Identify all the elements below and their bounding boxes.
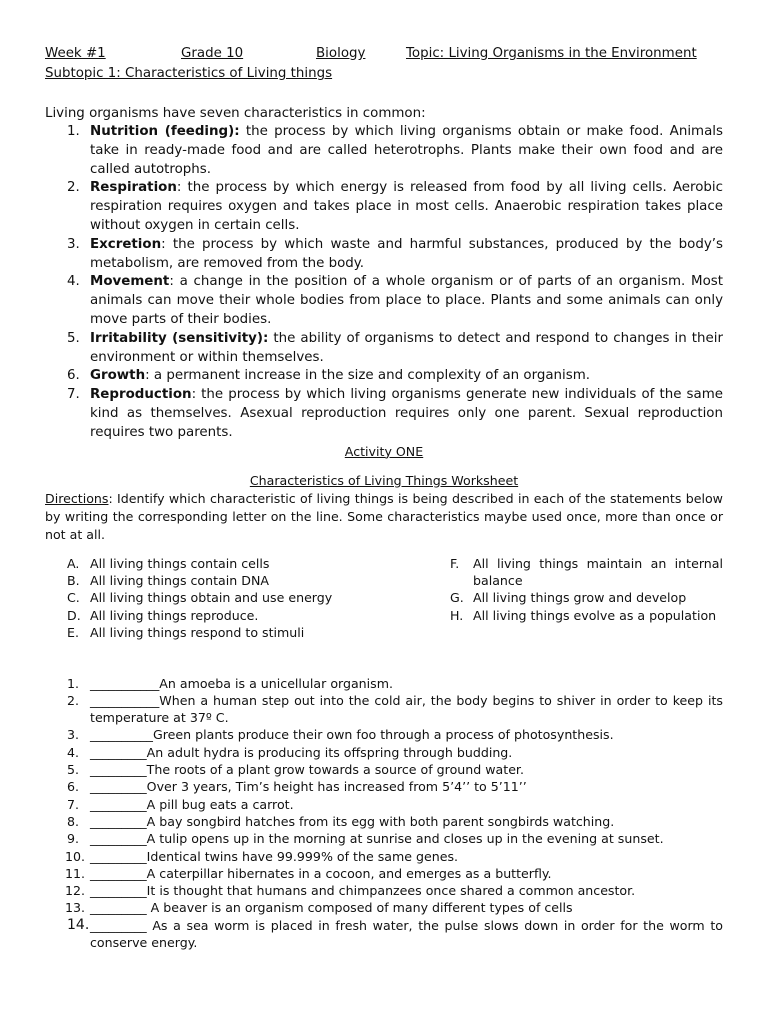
item-number: 2. <box>67 180 80 196</box>
answer-blank[interactable]: _________ <box>90 865 147 881</box>
list-item <box>45 386 723 442</box>
list-item <box>45 330 723 368</box>
answer-blank[interactable]: _________ <box>90 917 147 933</box>
question-item <box>45 882 723 899</box>
question-text: A pill bug eats a carrot. <box>146 796 294 812</box>
question-text: It is thought that humans and chimpanzees once shared a common ancestor. <box>146 883 636 899</box>
term: Irritability (sensitivity): <box>90 330 269 346</box>
term: Growth <box>90 368 146 384</box>
question-text: An adult hydra is producing its offspring through budding. <box>146 744 513 760</box>
week-label: Week #1 <box>45 46 106 61</box>
definition: : a change in the position of a whole organism or of parts of an organism. Most animals can move their whole bodies from place to place. Plants and some animals can only move parts of their bodies. <box>90 274 723 327</box>
question-number: 5. <box>67 762 80 778</box>
item-number: 6. <box>67 368 80 384</box>
option-item <box>428 607 723 624</box>
list-item <box>45 367 723 386</box>
question-text: The roots of a plant grow towards a source of ground water. <box>146 762 524 778</box>
question-text: When a human step out into the cold air, the body begins to shiver in order to keep its temperature at 37º C. <box>90 692 723 726</box>
question-number: 3. <box>67 727 80 743</box>
answer-blank[interactable]: ___________ <box>90 675 160 691</box>
option-letter: H. <box>450 607 464 623</box>
option-letter: E. <box>67 625 79 641</box>
option-text: All living things respond to stimuli <box>90 625 305 641</box>
question-number: 2. <box>67 692 80 708</box>
answer-blank[interactable]: _________ <box>90 831 147 847</box>
question-item <box>45 899 723 916</box>
option-text: All living things reproduce. <box>90 607 259 623</box>
question-item <box>45 796 723 813</box>
answer-blank[interactable]: ___________ <box>90 692 160 708</box>
question-number: 13. <box>65 900 86 916</box>
characteristics-list <box>45 123 723 443</box>
answer-blank[interactable]: _________ <box>90 883 147 899</box>
question-item <box>45 917 723 952</box>
activity-heading: Activity ONE <box>344 443 424 459</box>
option-item <box>428 589 723 606</box>
option-letter: A. <box>67 555 80 571</box>
question-text: A bay songbird hatches from its egg with both parent songbirds watching. <box>146 813 615 829</box>
term: Respiration <box>90 180 177 196</box>
answer-blank[interactable]: _________ <box>90 762 147 778</box>
directions-label: Directions <box>45 490 109 506</box>
question-text: A caterpillar hibernates in a cocoon, and emerges as a butterfly. <box>146 865 552 881</box>
question-number: 11. <box>65 865 86 881</box>
option-item <box>45 572 375 589</box>
list-item <box>45 179 723 235</box>
question-number: 1. <box>67 675 80 691</box>
question-number: 6. <box>67 779 80 795</box>
question-list <box>45 675 723 952</box>
question-item <box>45 761 723 778</box>
option-letter: C. <box>67 590 80 606</box>
subtopic-label: Subtopic 1: Characteristics of Living things <box>45 66 333 81</box>
answer-blank[interactable]: _________ <box>90 744 147 760</box>
question-number: 7. <box>67 796 80 812</box>
question-text: Green plants produce their own foo through a process of photosynthesis. <box>152 727 614 743</box>
option-letter: B. <box>67 572 80 588</box>
definition: : the process by which waste and harmful substances, produced by the body’s metabolism, are removed from the body. <box>90 236 723 271</box>
topic-label: Topic: Living Organisms in the Environment <box>406 46 697 61</box>
list-item <box>45 273 723 329</box>
option-text: All living things evolve as a population <box>473 607 717 623</box>
worksheet-title: Characteristics of Living Things Worksheet <box>249 472 519 488</box>
list-item <box>45 123 723 179</box>
question-item <box>45 830 723 847</box>
definition: the process by which living organisms obtain or make food. Animals take in ready-made food and are called heterotrophs. Plants make their own food and are called autotrophs. <box>90 124 723 177</box>
option-item <box>45 555 375 572</box>
option-text: All living things obtain and use energy <box>90 590 333 606</box>
option-letter: D. <box>67 607 81 623</box>
grade-label: Grade 10 <box>181 46 244 61</box>
question-item <box>45 813 723 830</box>
answer-blank[interactable]: _________ <box>90 779 147 795</box>
answer-blank[interactable]: _________ <box>90 900 147 916</box>
question-item <box>45 848 723 865</box>
options-left-column <box>45 555 375 642</box>
list-item <box>45 236 723 274</box>
header-row <box>45 44 723 64</box>
option-item <box>45 589 375 606</box>
definition: : the process by which living organisms generate new individuals of the same kind as themselves. Asexual reproduction requires only one parent. Sexual reproduction requires two parents. <box>90 387 723 440</box>
question-text: As a sea worm is placed in fresh water, the pulse slows down in order for the worm to conserve energy. <box>90 917 723 950</box>
question-text: A tulip opens up in the morning at sunrise and closes up in the evening at sunset. <box>146 831 664 847</box>
directions-text: : Identify which characteristic of living things is being described in each of the statements below by writing the corresponding letter on the line. Some characteristics maybe used once, more than once or not at all. <box>45 490 723 542</box>
question-number: 12. <box>65 883 86 899</box>
answer-blank[interactable]: _________ <box>90 813 147 829</box>
options-right-column <box>428 555 723 625</box>
question-text: Identical twins have 99.999% of the same genes. <box>146 848 459 864</box>
question-text: A beaver is an organism composed of many different types of cells <box>146 900 573 916</box>
question-number: 9. <box>67 831 80 847</box>
definition: the ability of organisms to detect and respond to changes in their environment or within themselves. <box>90 330 723 365</box>
question-item <box>45 778 723 795</box>
option-text: All living things contain cells <box>90 555 270 571</box>
answer-blank[interactable]: __________ <box>90 727 153 743</box>
question-number: 8. <box>67 813 80 829</box>
worksheet-page <box>45 44 723 951</box>
option-item <box>45 624 375 641</box>
subject-label: Biology <box>316 46 366 61</box>
question-number: 4. <box>67 744 80 760</box>
definition: : the process by which energy is released from food by all living cells. Aerobic respiration requires oxygen and takes place in most cells. Anaerobic respiration takes place without oxygen in certain cells. <box>90 180 723 233</box>
question-number: 10. <box>65 848 86 864</box>
term: Reproduction <box>90 387 192 403</box>
question-item <box>45 726 723 743</box>
question-item <box>45 744 723 761</box>
question-number: 14. <box>67 916 90 933</box>
question-item <box>45 865 723 882</box>
option-text: All living things grow and develop <box>473 590 687 606</box>
term: Movement <box>90 274 170 290</box>
option-item <box>45 607 375 624</box>
option-item <box>428 555 723 590</box>
item-number: 7. <box>67 387 80 403</box>
item-number: 4. <box>67 274 80 290</box>
question-item <box>45 692 723 727</box>
directions <box>45 490 723 544</box>
option-text: All living things maintain an internal balance <box>473 555 723 588</box>
item-number: 3. <box>67 236 80 252</box>
option-letter: F. <box>450 555 460 571</box>
term: Nutrition (feeding): <box>90 124 240 139</box>
item-number: 5. <box>67 330 80 346</box>
option-letter: G. <box>450 590 464 606</box>
intro-text: Living organisms have seven characteristics in common: <box>45 106 426 121</box>
item-number: 1. <box>67 124 80 139</box>
answer-options <box>45 555 723 645</box>
term: Excretion <box>90 236 162 252</box>
question-item <box>45 675 723 692</box>
answer-blank[interactable]: _________ <box>90 848 147 864</box>
question-text: An amoeba is a unicellular organism. <box>159 675 394 691</box>
definition: : a permanent increase in the size and complexity of an organism. <box>145 368 591 384</box>
question-text: Over 3 years, Tim’s height has increased from 5’4’’ to 5’11’’ <box>146 779 527 795</box>
option-text: All living things contain DNA <box>90 572 269 588</box>
answer-blank[interactable]: _________ <box>90 796 147 812</box>
